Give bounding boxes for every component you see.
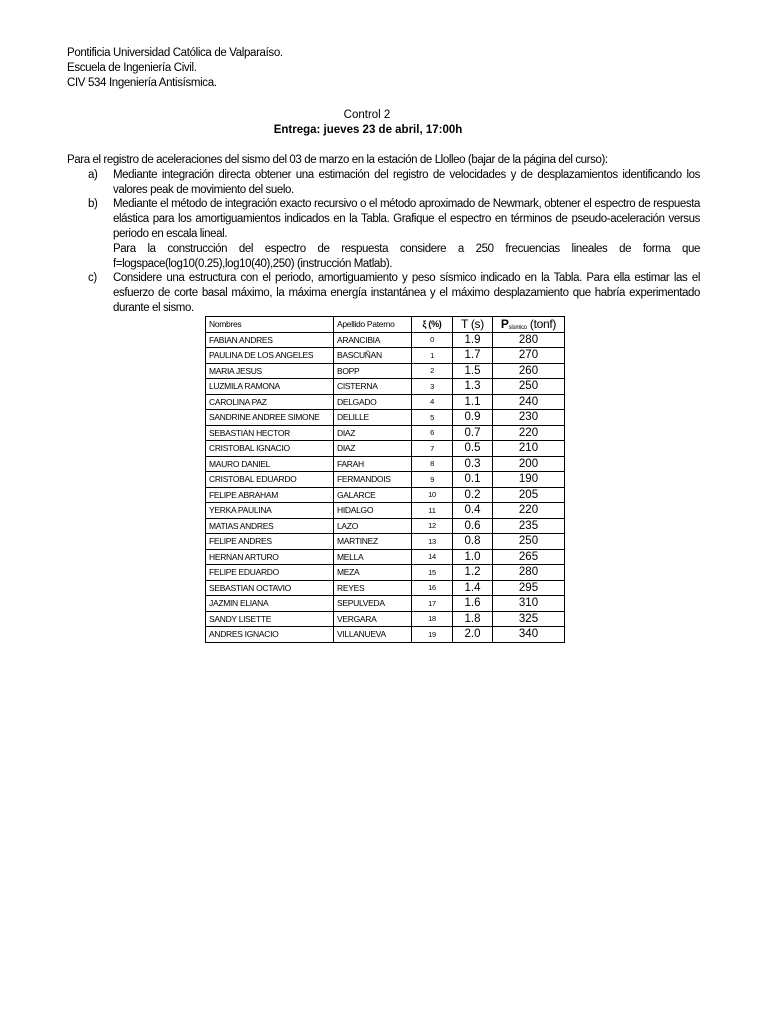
cell-apellido: VERGARA <box>334 611 412 627</box>
cell-nombres: FELIPE ABRAHAM <box>206 487 334 503</box>
task-marker: b) <box>88 198 98 211</box>
cell-damping: 17 <box>412 596 453 612</box>
cell-nombres: YERKA PAULINA <box>206 503 334 519</box>
table-row <box>206 441 565 457</box>
university-name: Pontificia Universidad Católica de Valparaíso. <box>67 47 283 59</box>
cell-damping: 12 <box>412 518 453 534</box>
cell-period: 0.8 <box>453 534 493 550</box>
cell-period: 0.7 <box>453 425 493 441</box>
cell-seismic-weight: 265 <box>493 549 565 565</box>
cell-period: 0.5 <box>453 441 493 457</box>
task-item-c <box>67 271 700 315</box>
cell-nombres: ANDRES IGNACIO <box>206 627 334 643</box>
cell-seismic-weight: 325 <box>493 611 565 627</box>
cell-nombres: PAULINA DE LOS ANGELES <box>206 348 334 364</box>
cell-period: 1.2 <box>453 565 493 581</box>
cell-apellido: BOPP <box>334 363 412 379</box>
task-text: Considere una estructura con el periodo, amortiguamiento y peso sísmico indicado en la Tabla. Para ella estimar las el esfuerzo de corte basal máximo, la máxima energía instantánea y el máximo desplazamiento que habría experimentado durante el sismo. <box>113 272 700 314</box>
due-date: Entrega: jueves 23 de abril, 17:00h <box>273 124 463 136</box>
cell-period: 0.9 <box>453 410 493 426</box>
cell-damping: 14 <box>412 549 453 565</box>
cell-nombres: FELIPE EDUARDO <box>206 565 334 581</box>
header-p-symbol: P <box>500 317 509 332</box>
cell-damping: 9 <box>412 472 453 488</box>
cell-apellido: LAZO <box>334 518 412 534</box>
cell-seismic-weight: 340 <box>493 627 565 643</box>
table-body <box>206 332 565 642</box>
cell-damping: 10 <box>412 487 453 503</box>
header-seismic-weight <box>493 317 565 333</box>
cell-nombres: JAZMIN ELIANA <box>206 596 334 612</box>
cell-seismic-weight: 220 <box>493 503 565 519</box>
cell-apellido: MELLA <box>334 549 412 565</box>
document-title: Control 2 <box>343 109 391 121</box>
cell-damping: 16 <box>412 580 453 596</box>
document-header <box>67 46 283 91</box>
cell-nombres: SEBASTIAN OCTAVIO <box>206 580 334 596</box>
cell-period: 2.0 <box>453 627 493 643</box>
cell-apellido: HIDALGO <box>334 503 412 519</box>
header-p-subscript: sísmico <box>508 325 527 332</box>
cell-seismic-weight: 240 <box>493 394 565 410</box>
table-row <box>206 627 565 643</box>
cell-apellido: REYES <box>334 580 412 596</box>
cell-apellido: DELILLE <box>334 410 412 426</box>
cell-period: 0.4 <box>453 503 493 519</box>
cell-seismic-weight: 310 <box>493 596 565 612</box>
cell-seismic-weight: 235 <box>493 518 565 534</box>
course-name: CIV 534 Ingeniería Antisísmica. <box>67 77 217 89</box>
cell-period: 0.2 <box>453 487 493 503</box>
cell-period: 1.4 <box>453 580 493 596</box>
task-text-logspace: Para la construcción del espectro de respuesta considere a 250 frecuencias lineales de forma que f=logspace(log10(0.25),log10(40),250) (instrucción Matlab). <box>113 242 700 270</box>
table-row <box>206 394 565 410</box>
task-item-a <box>67 168 700 198</box>
cell-period: 0.6 <box>453 518 493 534</box>
cell-seismic-weight: 230 <box>493 410 565 426</box>
cell-damping: 15 <box>412 565 453 581</box>
cell-period: 1.5 <box>453 363 493 379</box>
cell-period: 1.6 <box>453 596 493 612</box>
cell-apellido: BASCUÑAN <box>334 348 412 364</box>
cell-nombres: LUZMILA RAMONA <box>206 379 334 395</box>
header-damping: ξ (%) <box>412 317 453 333</box>
cell-damping: 7 <box>412 441 453 457</box>
cell-seismic-weight: 270 <box>493 348 565 364</box>
table-row <box>206 487 565 503</box>
cell-damping: 3 <box>412 379 453 395</box>
cell-seismic-weight: 220 <box>493 425 565 441</box>
cell-apellido: ARANCIBIA <box>334 332 412 348</box>
cell-seismic-weight: 250 <box>493 534 565 550</box>
table-row <box>206 472 565 488</box>
task-marker: c) <box>88 272 97 285</box>
header-nombres: Nombres <box>206 317 334 333</box>
header-apellido-paterno: Apellido Paterno <box>334 317 412 333</box>
table-row <box>206 549 565 565</box>
cell-seismic-weight: 200 <box>493 456 565 472</box>
cell-period: 1.7 <box>453 348 493 364</box>
cell-apellido: MARTINEZ <box>334 534 412 550</box>
cell-apellido: GALARCE <box>334 487 412 503</box>
cell-damping: 0 <box>412 332 453 348</box>
cell-nombres: SEBASTIAN HECTOR <box>206 425 334 441</box>
cell-seismic-weight: 205 <box>493 487 565 503</box>
task-text: Mediante integración directa obtener una estimación del registro de velocidades y de desplazamientos identificando los valores peak de movimiento del suelo. <box>113 168 700 196</box>
task-marker: a) <box>88 168 98 181</box>
table-row <box>206 363 565 379</box>
cell-nombres: MAURO DANIEL <box>206 456 334 472</box>
cell-damping: 5 <box>412 410 453 426</box>
cell-nombres: SANDY LISETTE <box>206 611 334 627</box>
cell-period: 1.9 <box>453 332 493 348</box>
table-row <box>206 518 565 534</box>
cell-apellido: MEZA <box>334 565 412 581</box>
cell-nombres: CAROLINA PAZ <box>206 394 334 410</box>
task-text: Mediante el método de integración exacto recursivo o el método aproximado de Newmark, obtener el espectro de respuesta elástica para los amortiguamientos indicados en la Tabla. Grafique el espectro en términos de pseudo-aceleración versus periodo en escala lineal. <box>113 198 700 240</box>
title-block <box>0 108 768 138</box>
cell-nombres: HERNAN ARTURO <box>206 549 334 565</box>
table-row <box>206 596 565 612</box>
table-row <box>206 565 565 581</box>
cell-apellido: SEPULVEDA <box>334 596 412 612</box>
cell-damping: 6 <box>412 425 453 441</box>
cell-nombres: MATIAS ANDRES <box>206 518 334 534</box>
student-parameters-table <box>205 316 565 643</box>
cell-nombres: CRISTOBAL IGNACIO <box>206 441 334 457</box>
table-row <box>206 348 565 364</box>
cell-period: 1.8 <box>453 611 493 627</box>
header-period: T (s) <box>453 317 493 333</box>
cell-period: 1.0 <box>453 549 493 565</box>
cell-seismic-weight: 260 <box>493 363 565 379</box>
school-name: Escuela de Ingeniería Civil. <box>67 62 197 74</box>
table-row <box>206 332 565 348</box>
cell-damping: 8 <box>412 456 453 472</box>
cell-period: 0.1 <box>453 472 493 488</box>
table-row <box>206 580 565 596</box>
cell-seismic-weight: 295 <box>493 580 565 596</box>
cell-damping: 19 <box>412 627 453 643</box>
table-row <box>206 503 565 519</box>
cell-damping: 18 <box>412 611 453 627</box>
cell-nombres: FABIAN ANDRES <box>206 332 334 348</box>
table-row <box>206 425 565 441</box>
cell-seismic-weight: 190 <box>493 472 565 488</box>
table-row <box>206 611 565 627</box>
table-row <box>206 456 565 472</box>
assignment-body <box>67 153 700 316</box>
cell-damping: 1 <box>412 348 453 364</box>
cell-apellido: FARAH <box>334 456 412 472</box>
cell-nombres: FELIPE ANDRES <box>206 534 334 550</box>
cell-apellido: DELGADO <box>334 394 412 410</box>
table-row <box>206 379 565 395</box>
cell-nombres: MARIA JESUS <box>206 363 334 379</box>
cell-damping: 13 <box>412 534 453 550</box>
cell-period: 1.3 <box>453 379 493 395</box>
header-p-unit: (tonf) <box>526 317 557 332</box>
cell-period: 0.3 <box>453 456 493 472</box>
task-item-b <box>67 197 700 271</box>
cell-period: 1.1 <box>453 394 493 410</box>
cell-apellido: DIAZ <box>334 425 412 441</box>
intro-paragraph: Para el registro de aceleraciones del sismo del 03 de marzo en la estación de Llolleo (bajar de la página del curso): <box>67 154 608 166</box>
cell-apellido: DIAZ <box>334 441 412 457</box>
cell-seismic-weight: 280 <box>493 332 565 348</box>
cell-seismic-weight: 210 <box>493 441 565 457</box>
cell-nombres: SANDRINE ANDREE SIMONE <box>206 410 334 426</box>
cell-nombres: CRISTOBAL EDUARDO <box>206 472 334 488</box>
cell-seismic-weight: 250 <box>493 379 565 395</box>
table-row <box>206 410 565 426</box>
cell-damping: 2 <box>412 363 453 379</box>
cell-seismic-weight: 280 <box>493 565 565 581</box>
cell-apellido: FERMANDOIS <box>334 472 412 488</box>
cell-damping: 11 <box>412 503 453 519</box>
cell-apellido: VILLANUEVA <box>334 627 412 643</box>
table-row <box>206 534 565 550</box>
cell-damping: 4 <box>412 394 453 410</box>
cell-apellido: CISTERNA <box>334 379 412 395</box>
table-header-row <box>206 317 565 333</box>
